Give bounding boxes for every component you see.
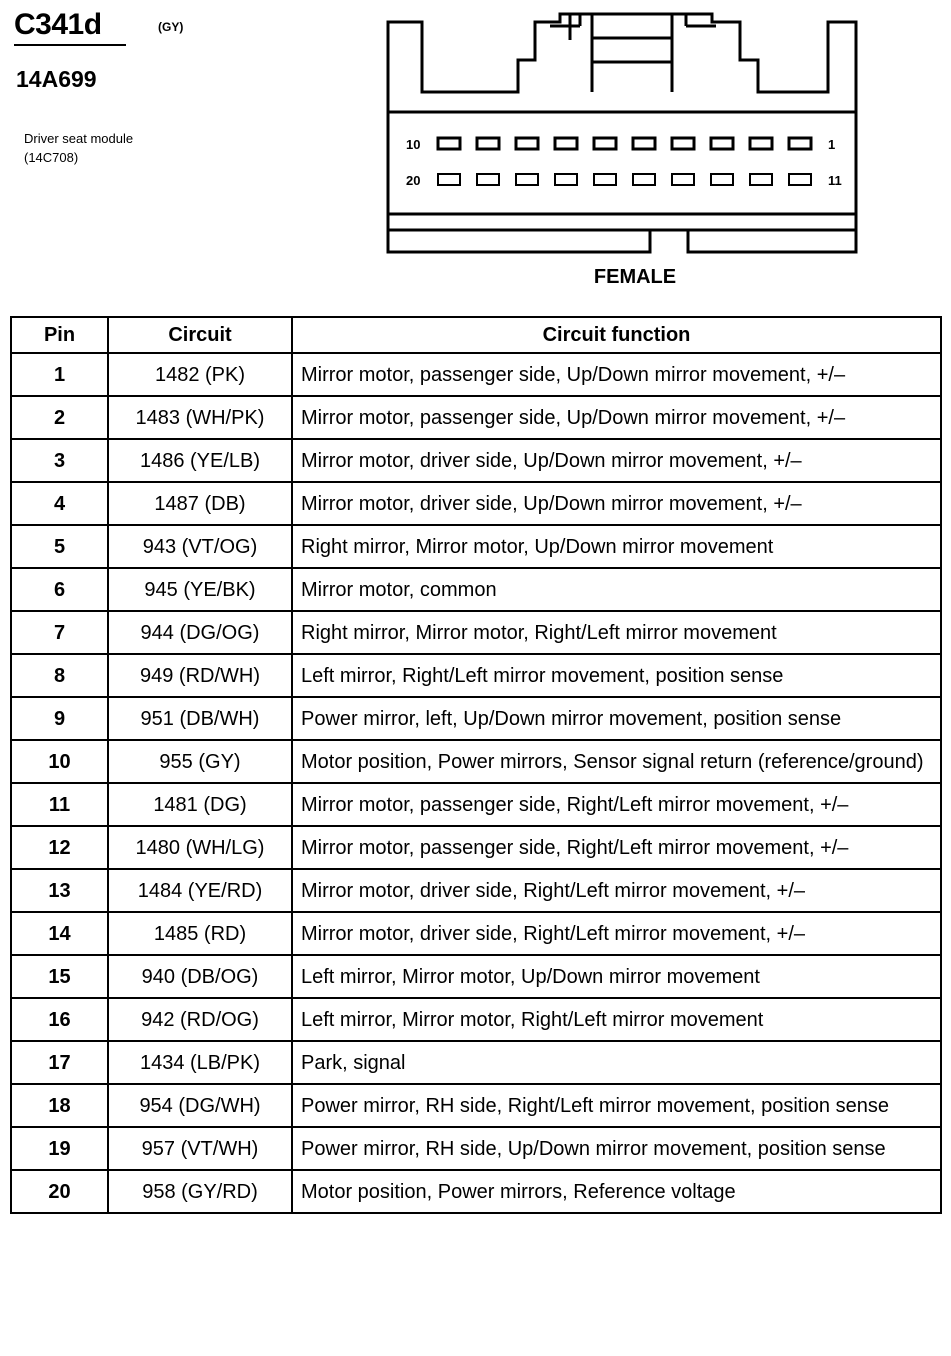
circuit-cell: 1485 (RD) <box>108 912 292 955</box>
pin-cavity <box>594 138 616 149</box>
pin-cell: 18 <box>11 1084 108 1127</box>
part-number: 14A699 <box>16 66 97 92</box>
pin-label-10: 10 <box>406 137 421 152</box>
circuit-cell: 943 (VT/OG) <box>108 525 292 568</box>
table-row <box>11 568 941 611</box>
table-header-row <box>11 317 941 353</box>
table-row <box>11 396 941 439</box>
table-row <box>11 912 941 955</box>
pin-cavity <box>789 138 811 149</box>
connector-color-code: (GY) <box>158 20 184 34</box>
function-cell: Right mirror, Mirror motor, Up/Down mirror movement <box>292 525 941 568</box>
circuit-cell: 945 (YE/BK) <box>108 568 292 611</box>
connector-id: C341d <box>14 8 126 46</box>
pin-cell: 9 <box>11 697 108 740</box>
pin-cavity <box>672 138 694 149</box>
pin-cell: 20 <box>11 1170 108 1213</box>
table-row <box>11 353 941 396</box>
pin-cavity <box>438 138 460 149</box>
table-row <box>11 439 941 482</box>
function-cell: Right mirror, Mirror motor, Right/Left mirror movement <box>292 611 941 654</box>
pin-cell: 4 <box>11 482 108 525</box>
circuit-cell: 940 (DB/OG) <box>108 955 292 998</box>
pin-cavity <box>555 174 577 185</box>
function-cell: Mirror motor, passenger side, Up/Down mirror movement, +/– <box>292 396 941 439</box>
table-row <box>11 869 941 912</box>
connector-face-diagram <box>380 0 870 262</box>
circuit-cell: 955 (GY) <box>108 740 292 783</box>
function-cell: Mirror motor, passenger side, Right/Left mirror movement, +/– <box>292 783 941 826</box>
circuit-cell: 1483 (WH/PK) <box>108 396 292 439</box>
function-cell: Park, signal <box>292 1041 941 1084</box>
pin-cavity <box>594 174 616 185</box>
pin-cell: 13 <box>11 869 108 912</box>
table-row <box>11 783 941 826</box>
pin-cavity <box>789 174 811 185</box>
table-row <box>11 998 941 1041</box>
pin-cell: 14 <box>11 912 108 955</box>
pin-cavity <box>477 138 499 149</box>
function-cell: Power mirror, RH side, Up/Down mirror movement, position sense <box>292 1127 941 1170</box>
pin-cavity <box>516 138 538 149</box>
table-row <box>11 482 941 525</box>
function-cell: Mirror motor, driver side, Right/Left mirror movement, +/– <box>292 912 941 955</box>
circuit-cell: 958 (GY/RD) <box>108 1170 292 1213</box>
pin-cavity <box>750 138 772 149</box>
function-cell: Motor position, Power mirrors, Sensor signal return (reference/ground) <box>292 740 941 783</box>
function-cell: Motor position, Power mirrors, Reference voltage <box>292 1170 941 1213</box>
pin-cavity <box>477 174 499 185</box>
pin-row-bottom <box>438 174 811 185</box>
circuit-cell: 942 (RD/OG) <box>108 998 292 1041</box>
function-cell: Mirror motor, passenger side, Up/Down mirror movement, +/– <box>292 353 941 396</box>
pin-cavity <box>750 174 772 185</box>
circuit-cell: 957 (VT/WH) <box>108 1127 292 1170</box>
circuit-cell: 949 (RD/WH) <box>108 654 292 697</box>
pin-cell: 17 <box>11 1041 108 1084</box>
header-circuit: Circuit <box>108 317 292 353</box>
function-cell: Left mirror, Mirror motor, Up/Down mirror movement <box>292 955 941 998</box>
pin-cavity <box>672 174 694 185</box>
table-row <box>11 654 941 697</box>
pin-label-1: 1 <box>828 137 836 152</box>
circuit-cell: 1484 (YE/RD) <box>108 869 292 912</box>
function-cell: Power mirror, RH side, Right/Left mirror movement, position sense <box>292 1084 941 1127</box>
pin-cell: 16 <box>11 998 108 1041</box>
circuit-cell: 951 (DB/WH) <box>108 697 292 740</box>
pin-cavity <box>438 174 460 185</box>
circuit-cell: 1481 (DG) <box>108 783 292 826</box>
function-cell: Mirror motor, driver side, Up/Down mirror movement, +/– <box>292 482 941 525</box>
circuit-cell: 1487 (DB) <box>108 482 292 525</box>
component-part-number: (14C708) <box>24 150 79 165</box>
circuit-cell: 944 (DG/OG) <box>108 611 292 654</box>
pin-cell: 2 <box>11 396 108 439</box>
pin-cell: 19 <box>11 1127 108 1170</box>
circuit-cell: 954 (DG/WH) <box>108 1084 292 1127</box>
function-cell: Mirror motor, common <box>292 568 941 611</box>
circuit-cell: 1434 (LB/PK) <box>108 1041 292 1084</box>
header-pin: Pin <box>11 317 108 353</box>
table-row <box>11 826 941 869</box>
circuit-cell: 1486 (YE/LB) <box>108 439 292 482</box>
table-row <box>11 740 941 783</box>
pin-cavity <box>633 174 655 185</box>
table-row <box>11 1170 941 1213</box>
component-description: Driver seat module <box>24 131 134 146</box>
pin-cell: 12 <box>11 826 108 869</box>
pin-cavity <box>711 174 733 185</box>
pin-cell: 11 <box>11 783 108 826</box>
pin-cavity <box>555 138 577 149</box>
pin-cavity <box>633 138 655 149</box>
pin-cavity <box>711 138 733 149</box>
pin-label-11: 11 <box>828 173 842 188</box>
function-cell: Power mirror, left, Up/Down mirror movement, position sense <box>292 697 941 740</box>
function-cell: Mirror motor, driver side, Right/Left mirror movement, +/– <box>292 869 941 912</box>
pin-cell: 1 <box>11 353 108 396</box>
circuit-cell: 1480 (WH/LG) <box>108 826 292 869</box>
pin-cell: 3 <box>11 439 108 482</box>
table-row <box>11 611 941 654</box>
pin-cell: 15 <box>11 955 108 998</box>
table-row <box>11 1127 941 1170</box>
pin-table <box>10 316 942 1214</box>
pin-row-top <box>438 138 811 149</box>
circuit-cell: 1482 (PK) <box>108 353 292 396</box>
connector-gender-label: FEMALE <box>593 266 677 288</box>
function-cell: Mirror motor, driver side, Up/Down mirror movement, +/– <box>292 439 941 482</box>
table-row <box>11 1084 941 1127</box>
function-cell: Left mirror, Right/Left mirror movement, position sense <box>292 654 941 697</box>
pin-cell: 5 <box>11 525 108 568</box>
function-cell: Left mirror, Mirror motor, Right/Left mirror movement <box>292 998 941 1041</box>
pin-cell: 10 <box>11 740 108 783</box>
table-row <box>11 525 941 568</box>
function-cell: Mirror motor, passenger side, Right/Left mirror movement, +/– <box>292 826 941 869</box>
pin-cell: 7 <box>11 611 108 654</box>
pin-cell: 8 <box>11 654 108 697</box>
table-row <box>11 955 941 998</box>
table-row <box>11 697 941 740</box>
header-function: Circuit function <box>292 317 941 353</box>
pin-label-20: 20 <box>406 173 421 188</box>
table-row <box>11 1041 941 1084</box>
pin-cell: 6 <box>11 568 108 611</box>
pin-cavity <box>516 174 538 185</box>
